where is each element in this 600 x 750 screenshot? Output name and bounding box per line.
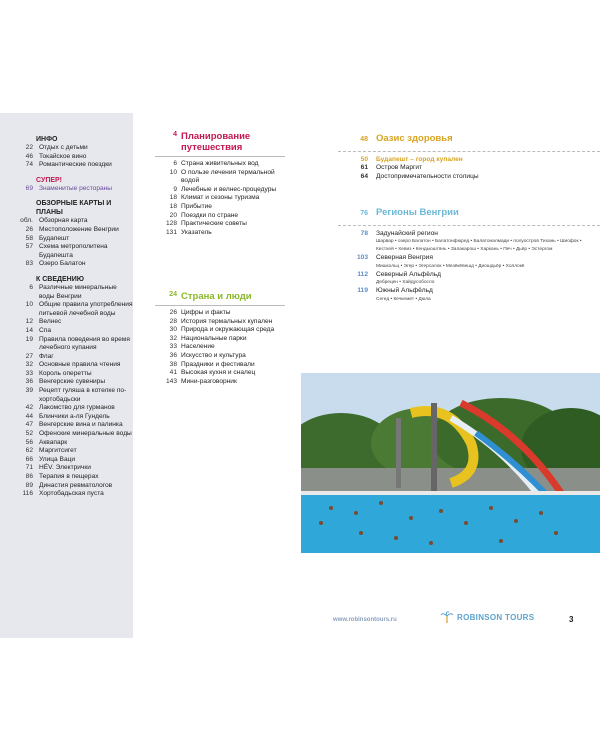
- index-item[interactable]: 36 Венгерские сувениры: [25, 378, 106, 386]
- palm-icon: [440, 611, 454, 623]
- index-item[interactable]: 112 Северный Альфёльд: [357, 270, 441, 278]
- section-heading[interactable]: 4 Планирование путешествия: [173, 131, 251, 153]
- right-section-regions: [338, 207, 600, 304]
- index-item[interactable]: 47 Венгерские вина и палинка: [25, 421, 123, 429]
- region-places: Шарвар • озеро Балатон • Балатонфюред • Балатоналмади • полуостров Тихань • Шиофок • Кестхей • Хевиз • Кендьюштянь • Залакарош • Харкань • Печ • Дьёр • Эстергом: [376, 239, 582, 253]
- index-item[interactable]: 57 Схема метрополитена Будапешта: [25, 243, 108, 259]
- index-item[interactable]: 26 Местоположение Венгрии: [25, 225, 119, 233]
- index-item[interactable]: 56 Аквапарк: [25, 438, 68, 446]
- page-number: 3: [569, 615, 574, 624]
- index-item[interactable]: 10 О пользе лечения термальной водой: [169, 168, 275, 185]
- index-item[interactable]: 50 Будапешт – город купален: [360, 155, 463, 163]
- index-item[interactable]: 62 Маргитсигет: [25, 447, 77, 455]
- index-item[interactable]: 74 Романтические поездки: [25, 161, 112, 169]
- index-item[interactable]: 44 Блинчики а-ля Гундель: [25, 412, 110, 420]
- index-item[interactable]: 33 Король оперетты: [25, 369, 92, 377]
- index-item[interactable]: 20 Поездки по стране: [169, 211, 239, 219]
- divider: [155, 305, 285, 306]
- left-index: [0, 135, 133, 499]
- index-item[interactable]: 22 Отдых с детьми: [25, 144, 88, 151]
- index-item[interactable]: 32 Национальные парки: [169, 334, 247, 342]
- index-item[interactable]: 69 Знаменитые рестораны: [25, 184, 113, 192]
- section-heading[interactable]: 48 Оазис здоровья: [360, 133, 453, 144]
- index-item[interactable]: 28 История термальных купален: [169, 317, 273, 325]
- index-item[interactable]: 46 Токайское вино: [25, 152, 87, 160]
- group-header: ИНФО: [36, 136, 58, 143]
- index-item[interactable]: 41 Высокая кухня и сналец: [169, 369, 256, 377]
- group-header: К СВЕДЕНИЮ: [36, 275, 84, 283]
- right-section-oasis: [338, 133, 600, 181]
- index-item[interactable]: 128 Практические советы: [165, 220, 247, 228]
- section-heading[interactable]: 76 Регионы Венгрии: [360, 207, 459, 218]
- index-item[interactable]: 103 Северная Венгрия: [356, 254, 433, 262]
- index-item[interactable]: 18 Прибытие: [169, 202, 212, 210]
- index-item[interactable]: 9 Лечебные и велнес-процедуры: [173, 185, 277, 193]
- index-item[interactable]: 10 Общие правила употребления питьевой лечебной воды: [25, 301, 133, 317]
- index-item[interactable]: 26 Цифры и факты: [169, 309, 231, 316]
- index-item[interactable]: 14 Спа: [25, 326, 51, 334]
- index-item[interactable]: 18 Климат и сезоны туризма: [169, 194, 260, 202]
- index-item[interactable]: 71 HÉV. Электрички: [25, 464, 91, 472]
- index-item[interactable]: 131 Указатель: [165, 228, 212, 236]
- index-item[interactable]: 27 Флаг: [25, 352, 54, 360]
- region-places: Мишкольц • Эгер • Эгерсалок • Мезёкёвешд • Диошдьёр • Холлокё: [376, 263, 525, 269]
- mid-section-country: [155, 291, 285, 386]
- index-item[interactable]: 61 Остров Маргит: [360, 164, 423, 172]
- index-item[interactable]: 36 Искусство и культура: [169, 351, 246, 359]
- index-item[interactable]: 86 Терапия в пещерах: [25, 473, 99, 480]
- index-item[interactable]: 42 Лакомство для гурманов: [25, 404, 115, 412]
- index-item[interactable]: 64 Достопримечательности столицы: [360, 172, 479, 180]
- index-item[interactable]: 116 Хортобадьская пуста: [22, 490, 104, 498]
- section-heading[interactable]: 24 Страна и люди: [169, 291, 252, 302]
- group-header: СУПЕР!: [36, 176, 63, 184]
- brand-logo: [440, 611, 534, 623]
- index-item[interactable]: обл. Обзорная карта: [20, 217, 88, 225]
- index-item[interactable]: 89 Династия ревматологов: [25, 481, 113, 489]
- logo-text: ROBINSON TOURS: [457, 612, 535, 622]
- region-places: Сегед • Кечкемет • Дюла: [376, 296, 431, 302]
- index-item[interactable]: 38 Праздники и фестивали: [169, 360, 255, 368]
- divider: [338, 225, 600, 227]
- index-item[interactable]: 30 Природа и окружающая среда: [169, 326, 275, 334]
- index-item[interactable]: 39 Рецепт гуляша в котелке по-хортобадьски: [25, 387, 127, 403]
- divider: [338, 151, 600, 153]
- index-item[interactable]: 58 Будапешт: [25, 234, 70, 242]
- index-item[interactable]: 6 Страна живительных вод: [173, 160, 259, 167]
- index-item[interactable]: 83 Озеро Балатон: [25, 260, 86, 268]
- index-item[interactable]: 33 Население: [169, 343, 215, 351]
- index-item[interactable]: 78 Задунайский регион: [360, 229, 438, 237]
- region-places: Дебрецен • Хайдусобосло: [376, 280, 435, 286]
- index-item[interactable]: 143 Мини-разговорник: [165, 377, 237, 385]
- aquapark-photo: [301, 373, 600, 553]
- website-url[interactable]: www.robinsontours.ru: [333, 617, 397, 623]
- index-item[interactable]: 66 Улица Ваци: [25, 455, 76, 463]
- index-item[interactable]: 12 Велнес: [25, 318, 62, 326]
- index-item[interactable]: 6 Различные минеральные воды Венгрии: [29, 283, 117, 300]
- mid-section-planning: [155, 131, 285, 237]
- group-header: ОБЗОРНЫЕ КАРТЫ И ПЛАНЫ: [36, 200, 112, 217]
- index-item[interactable]: 19 Правила поведения во время лечебного купания: [25, 335, 130, 352]
- index-item[interactable]: 32 Основные правила чтения: [25, 361, 121, 369]
- index-item[interactable]: 119 Южный Альфёльд: [357, 287, 433, 295]
- divider: [155, 156, 285, 157]
- index-item[interactable]: 52 Офенские минеральные воды: [25, 430, 132, 438]
- aquapark-illustration: [301, 373, 600, 553]
